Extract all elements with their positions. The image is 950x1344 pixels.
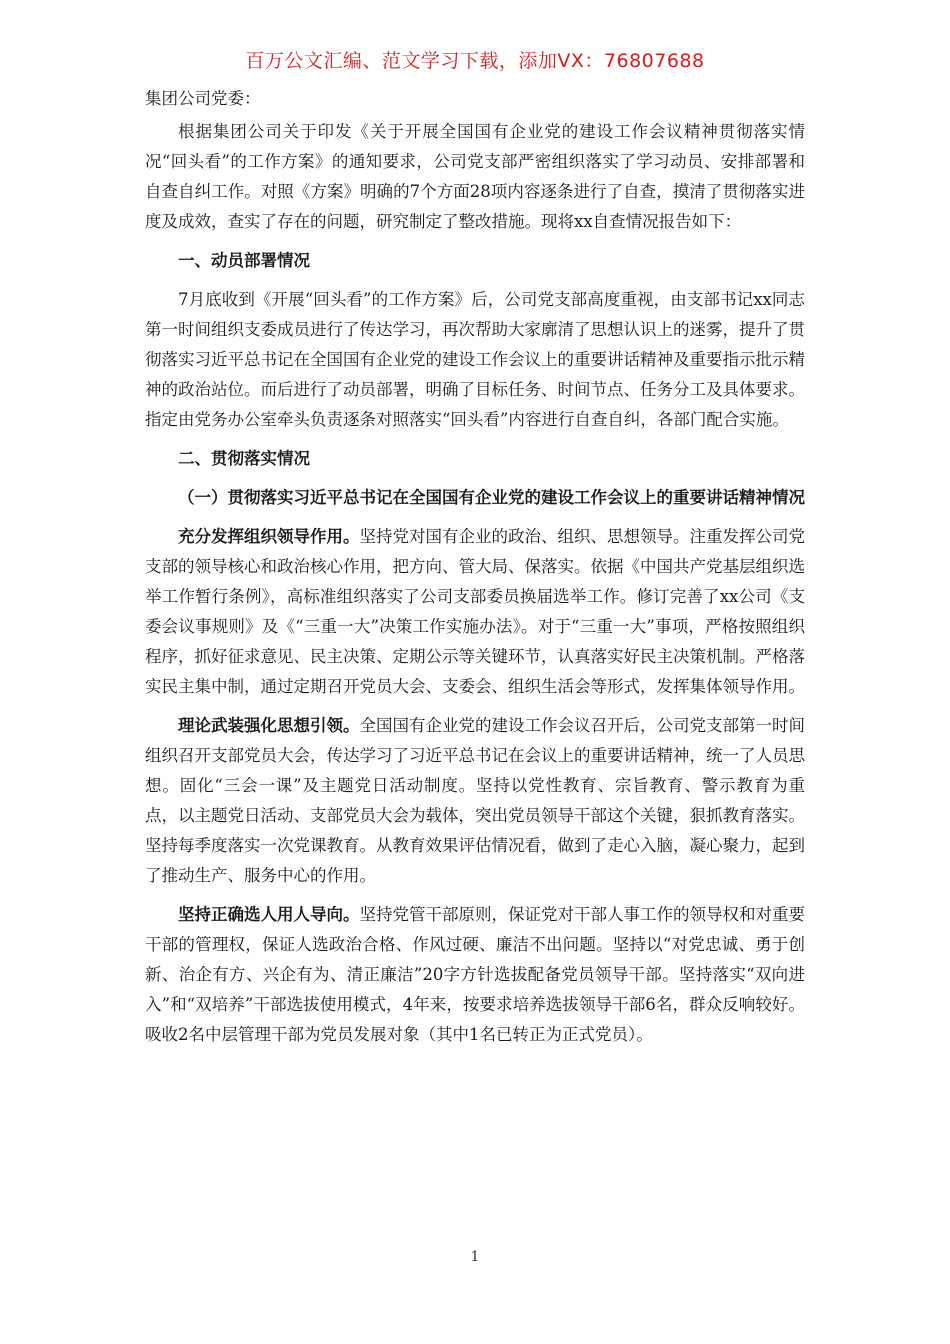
paragraph-personnel [145, 900, 805, 1050]
section1-heading: 一、动员部署情况 [178, 251, 310, 270]
section1-paragraph: 7月底收到《开展“回头看”的工作方案》后，公司党支部高度重视，由支部书记xx同志第一时间组织支委成员进行了传达学习，再次帮助大家廓清了思想认识上的迷雾，提升了贯彻落实习近平总书记在全国国有企业党的建设工作会议上的重要讲话精神及重要指示批示精神的政治站位。而后进行了动员部署，明确了目标任务、时间节点、任务分工及具体要求。指定由党务办公室牵头负责逐条对照落实“回头看”内容进行自查自纠，各部门配合实施。 [145, 290, 805, 429]
section2-subheading: （一）贯彻落实习近平总书记在全国国有企业党的建设工作会议上的重要讲话精神情况 [178, 488, 805, 507]
paragraph-text: 全国国有企业党的建设工作会议召开后，公司党支部第一时间组织召开支部党员大会，传达学习了习近平总书记在会议上的重要讲话精神，统一了人员思想。固化“三会一课”及主题党日活动制度。坚持以党性教育、宗旨教育、警示教育为重点，以主题党日活动、支部党员大会为载体，突出党员领导干部这个关键，狠抓教育落实。坚持每季度落实一次党课教育。从教育效果评估情况看，做到了走心入脑，凝心聚力，起到了推动生产、服务中心的作用。 [145, 716, 805, 885]
document-body [145, 84, 805, 1059]
section2-heading: 二、贯彻落实情况 [178, 449, 310, 468]
paragraph-lead: 坚持正确选人用人导向。 [178, 905, 360, 924]
paragraph-org-leadership [145, 522, 805, 702]
paragraph-lead: 理论武装强化思想引领。 [178, 716, 360, 735]
paragraph-theory [145, 711, 805, 891]
header-banner: 百万公文汇编、范文学习下载，添加VX：76807688 [245, 50, 705, 72]
paragraph-text: 坚持党对国有企业的政治、组织、思想领导。注重发挥公司党支部的领导核心和政治核心作用，把方向、管大局、保落实。依据《中国共产党基层组织选举工作暂行条例》，高标准组织落实了公司支部委员换届选举工作。修订完善了xx公司《支委会议事规则》及《“三重一大”决策工作实施办法》。对于“三重一大”事项，严格按照组织程序，抓好征求意见、民主决策、定期公示等关键环节，认真落实好民主决策机制。严格落实民主集中制，通过定期召开党员大会、支委会、组织生活会等形式，发挥集体领导作用。 [145, 527, 805, 696]
intro-paragraph: 根据集团公司关于印发《关于开展全国国有企业党的建设工作会议精神贯彻落实情况“回头看”的工作方案》的通知要求，公司党支部严密组织落实了学习动员、安排部署和自查自纠工作。对照《方案》明确的7个方面28项内容逐条进行了自查，摸清了贯彻落实进度及成效，查实了存在的问题，研究制定了整改措施。现将xx自查情况报告如下： [145, 122, 805, 231]
page-number: 1 [470, 1249, 480, 1265]
salutation: 集团公司党委： [145, 89, 261, 108]
paragraph-lead: 充分发挥组织领导作用。 [178, 527, 360, 546]
paragraph-text: 坚持党管干部原则，保证党对干部人事工作的领导权和对重要干部的管理权，保证人选政治合格、作风过硬、廉洁不出问题。坚持以“对党忠诚、勇于创新、治企有方、兴企有为、清正廉洁”20字方针选拔配备党员领导干部。坚持落实“双向进入”和“双培养”干部选拔使用模式，4年来，按要求培养选拔领导干部6名，群众反响较好。吸收2名中层管理干部为党员发展对象（其中1名已转正为正式党员）。 [145, 905, 805, 1044]
